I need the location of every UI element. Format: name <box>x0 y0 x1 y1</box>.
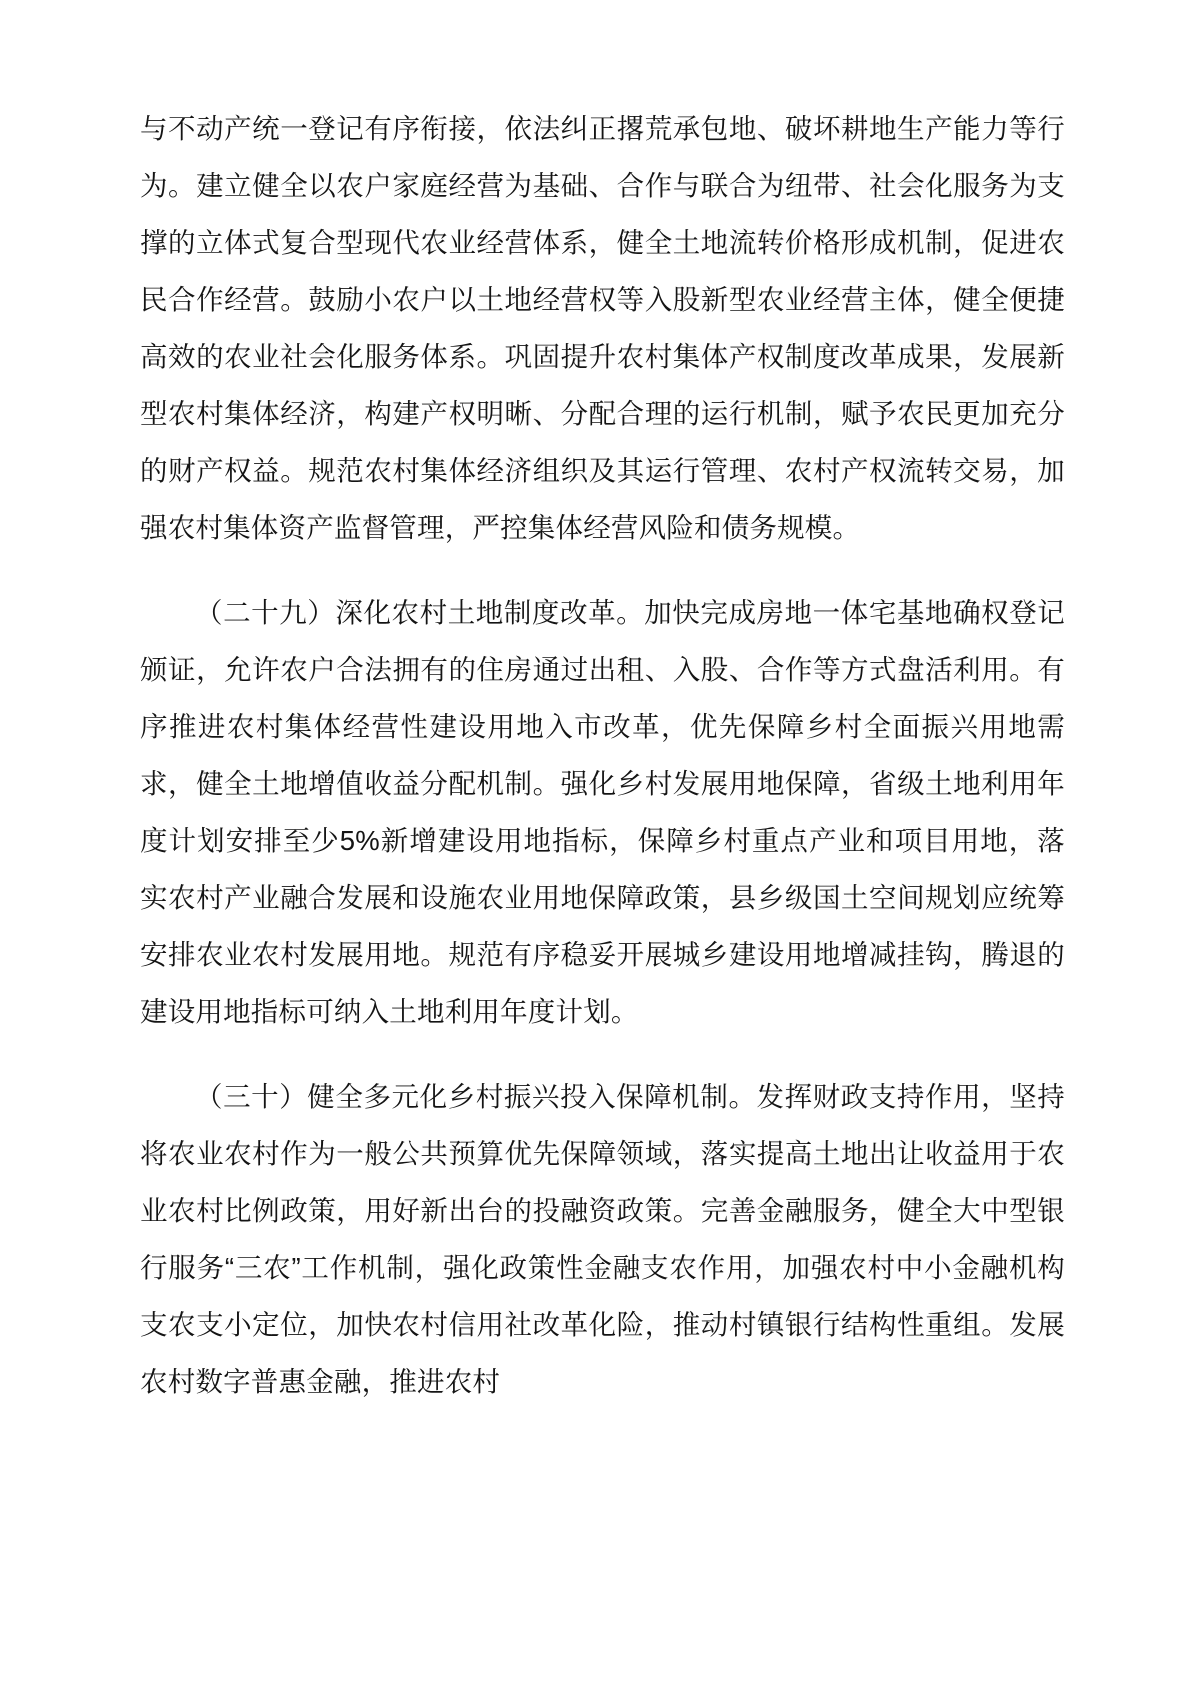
paragraph-continued: 与不动产统一登记有序衔接，依法纠正撂荒承包地、破坏耕地生产能力等行为。建立健全以农户家庭经营为基础、合作与联合为纽带、社会化服务为支撑的立体式复合型现代农业经营体系，健全土地流转价格形成机制，促进农民合作经营。鼓励小农户以土地经营权等入股新型农业经营主体，健全便捷高效的农业社会化服务体系。巩固提升农村集体产权制度改革成果，发展新型农村集体经济，构建产权明晰、分配合理的运行机制，赋予农民更加充分的财产权益。规范农村集体经济组织及其运行管理、农村产权流转交易，加强农村集体资产监督管理，严控集体经营风险和债务规模。 <box>140 113 1065 543</box>
paragraph-section-29: （二十九）深化农村土地制度改革。加快完成房地一体宅基地确权登记颁证，允许农户合法拥有的住房通过出租、入股、合作等方式盘活利用。有序推进农村集体经营性建设用地入市改革，优先保障乡村全面振兴用地需求，健全土地增值收益分配机制。强化乡村发展用地保障，省级土地利用年度计划安排至少5%新增建设用地指标，保障乡村重点产业和项目用地，落实农村产业融合发展和设施农业用地保障政策，县乡级国土空间规划应统筹安排农业农村发展用地。规范有序稳妥开展城乡建设用地增减挂钩，腾退的建设用地指标可纳入土地利用年度计划。 <box>140 597 1065 1027</box>
document-text-body <box>140 100 1065 1410</box>
paragraph-section-30: （三十）健全多元化乡村振兴投入保障机制。发挥财政支持作用，坚持将农业农村作为一般公共预算优先保障领域，落实提高土地出让收益用于农业农村比例政策，用好新出台的投融资政策。完善金融服务，健全大中型银行服务“三农”工作机制，强化政策性金融支农作用，加强农村中小金融机构支农支小定位，加快农村信用社改革化险，推动村镇银行结构性重组。发展农村数字普惠金融，推进农村 <box>140 1081 1065 1397</box>
